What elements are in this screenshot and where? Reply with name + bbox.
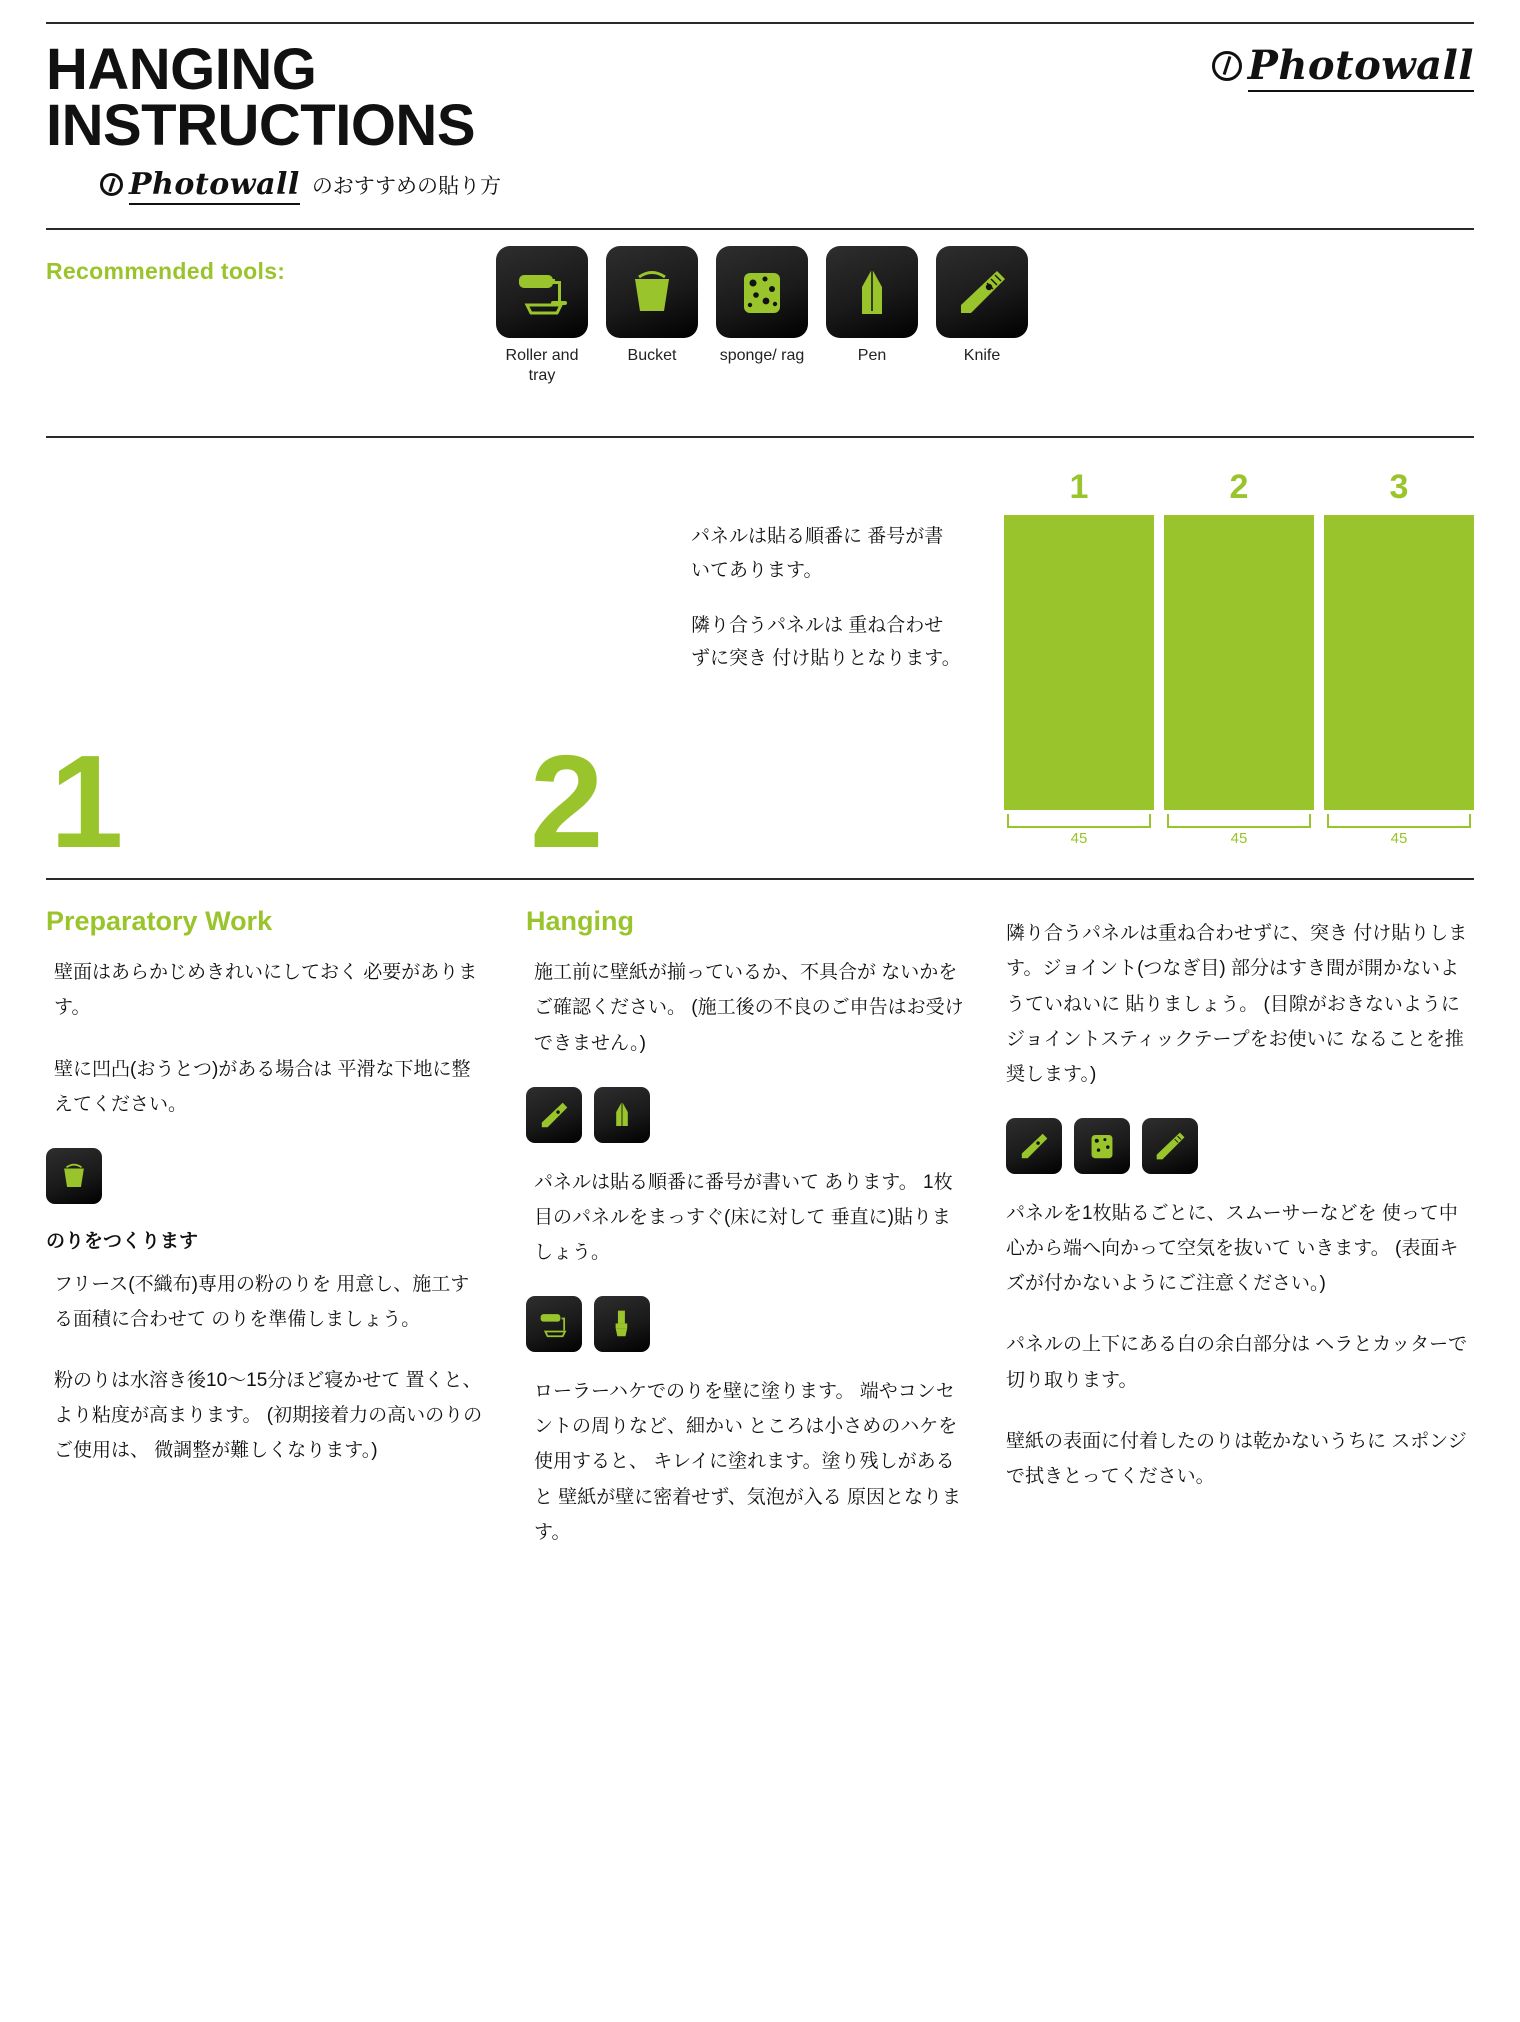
pen-icon xyxy=(526,1087,582,1143)
tool-caption: Knife xyxy=(963,347,1001,365)
prep-lead: のりをつくります xyxy=(46,1230,199,1252)
title-block xyxy=(46,37,502,203)
prep-paragraph-1: 壁面はあらかじめきれいにしておく 必要があります。 xyxy=(54,962,478,1019)
knife-icon xyxy=(1006,1118,1062,1174)
tool-caption: Pen xyxy=(857,347,887,365)
logo-area xyxy=(1212,42,1474,89)
document-page xyxy=(0,22,1520,1576)
finishing-paragraph-2: パネルを1枚貼るごとに、スムーサーなどを 使って中心から端へ向かって空気を抜いて いきます。 (表面キズが付かないようにご注意ください。) xyxy=(1006,1203,1459,1295)
instruction-columns xyxy=(46,880,1474,1576)
panel-number-labels xyxy=(1004,468,1474,507)
sponge-icon xyxy=(716,246,808,338)
panel-number: 2 xyxy=(1229,468,1249,507)
panel-strips xyxy=(1004,515,1474,810)
title-line-2: INSTRUCTIONS xyxy=(46,92,475,158)
step-number-1: 1 xyxy=(50,728,124,876)
knife-icon xyxy=(936,246,1028,338)
tool-caption: Roller and tray xyxy=(505,347,579,385)
tool-pen xyxy=(826,246,918,386)
panel-diagram-notes xyxy=(691,520,961,697)
photowall-mark-icon xyxy=(100,173,123,196)
document-header xyxy=(46,24,1474,202)
tool-caption: sponge/ rag xyxy=(719,347,805,365)
finishing-paragraph-3: パネルの上下にある白の余白部分は ヘラとカッターで切り取ります。 xyxy=(1006,1334,1468,1391)
hanging-icon-row-1 xyxy=(526,1087,966,1143)
column-hanging xyxy=(526,898,1006,1576)
section-heading-preparatory: Preparatory Work xyxy=(46,906,273,937)
tool-sponge xyxy=(716,246,808,386)
panel-strip xyxy=(1164,515,1314,810)
column-finishing xyxy=(1006,898,1474,1576)
prep-paragraph-4: 粉のりは水溶き後10〜15分ほど寝かせて 置くと、より粘度が高まります。 (初期接着力の高いのりのご使用は、 微調整が難しくなります。) xyxy=(54,1370,483,1462)
prep-paragraph-3: フリース(不織布)専用の粉のりを 用意し、施工する面積に合わせて のりを準備しましょう。 xyxy=(54,1273,470,1331)
hanging-icon-row-2 xyxy=(526,1296,966,1352)
pen-icon xyxy=(826,246,918,338)
panel-note-1: パネルは貼る順番に 番号が書いてあります。 xyxy=(691,526,944,581)
brand-name-small: Photowall xyxy=(129,167,300,205)
tool-caption: Bucket xyxy=(627,347,677,365)
panel-width-label: 45 xyxy=(1164,814,1314,847)
finishing-paragraph-4: 壁紙の表面に付着したのりは乾かないうちに スポンジで拭きとってください。 xyxy=(1006,1430,1467,1487)
photowall-logo xyxy=(1212,42,1474,89)
hanging-paragraph-3: ローラーハケでのりを壁に塗ります。 端やコンセントの周りなど、細かい ところは小さめのハケを使用すると、 キレイに塗れます。塗り残しがあると 壁紙が壁に密着せず、気泡が入る 原因となります。 xyxy=(534,1381,962,1543)
panel-diagram xyxy=(1006,468,1474,868)
step-1-number-block xyxy=(46,468,526,876)
section-heading-hanging: Hanging xyxy=(526,906,634,937)
subtitle-row xyxy=(46,167,501,202)
panel-strip xyxy=(1324,515,1474,810)
cutter-icon xyxy=(1142,1118,1198,1174)
recommended-tools-label: Recommended tools: xyxy=(46,258,286,285)
roller-icon xyxy=(526,1296,582,1352)
panel-strip xyxy=(1004,515,1154,810)
photowall-mark-icon-large xyxy=(1212,51,1242,81)
bucket-icon xyxy=(606,246,698,338)
finishing-icon-row xyxy=(1006,1118,1474,1174)
bucket-icon xyxy=(46,1148,102,1204)
finishing-paragraph-1: 隣り合うパネルは重ね合わせずに、突き 付け貼りします。ジョイント(つなぎ目) 部分はすき間が開かないようていねいに 貼りましょう。 (目隙がおきないように ジョイントスティックテープをお使いに なることを推奨します。) xyxy=(1006,923,1468,1085)
title-line-1: HANGING xyxy=(46,37,317,102)
tool-bucket xyxy=(606,246,698,386)
steps-overview xyxy=(46,438,1474,876)
brush-icon xyxy=(594,1296,650,1352)
panel-note-2: 隣り合うパネルは 重ね合わせずに突き 付け貼りとなります。 xyxy=(691,614,961,670)
step-2-number-block xyxy=(526,468,1006,876)
step-number-2: 2 xyxy=(530,728,604,876)
tool-knife xyxy=(936,246,1028,386)
panel-number: 3 xyxy=(1389,468,1409,507)
brand-name: Photowall xyxy=(1248,42,1474,92)
panel-width-label: 45 xyxy=(1324,814,1474,847)
photowall-logo-small xyxy=(100,167,300,202)
tool-roller xyxy=(496,246,588,386)
roller-icon xyxy=(496,246,588,338)
panel-number: 1 xyxy=(1069,468,1089,507)
panel-measurements xyxy=(1004,814,1474,847)
prep-icon-row xyxy=(46,1148,486,1204)
recommended-tools-section xyxy=(46,230,1474,410)
pencil-icon xyxy=(594,1087,650,1143)
hanging-paragraph-2: パネルは貼る順番に番号が書いて あります。 1枚目のパネルをまっすぐ(床に対して 垂直に)貼りましょう。 xyxy=(534,1171,953,1264)
panel-diagram-graphic xyxy=(1004,468,1474,847)
subtitle-japanese: のおすすめの貼り方 xyxy=(311,174,502,198)
sponge-icon xyxy=(1074,1118,1130,1174)
panel-width-label: 45 xyxy=(1004,814,1154,847)
tools-list xyxy=(496,246,1028,386)
column-preparatory-work xyxy=(46,898,526,1576)
page-title xyxy=(46,37,501,158)
hanging-paragraph-1: 施工前に壁紙が揃っているか、不具合が ないかをご確認ください。 (施工後の不良のご申告はお受けできません。) xyxy=(534,962,964,1054)
prep-paragraph-2: 壁に凹凸(おうとつ)がある場合は 平滑な下地に整えてください。 xyxy=(54,1058,471,1115)
